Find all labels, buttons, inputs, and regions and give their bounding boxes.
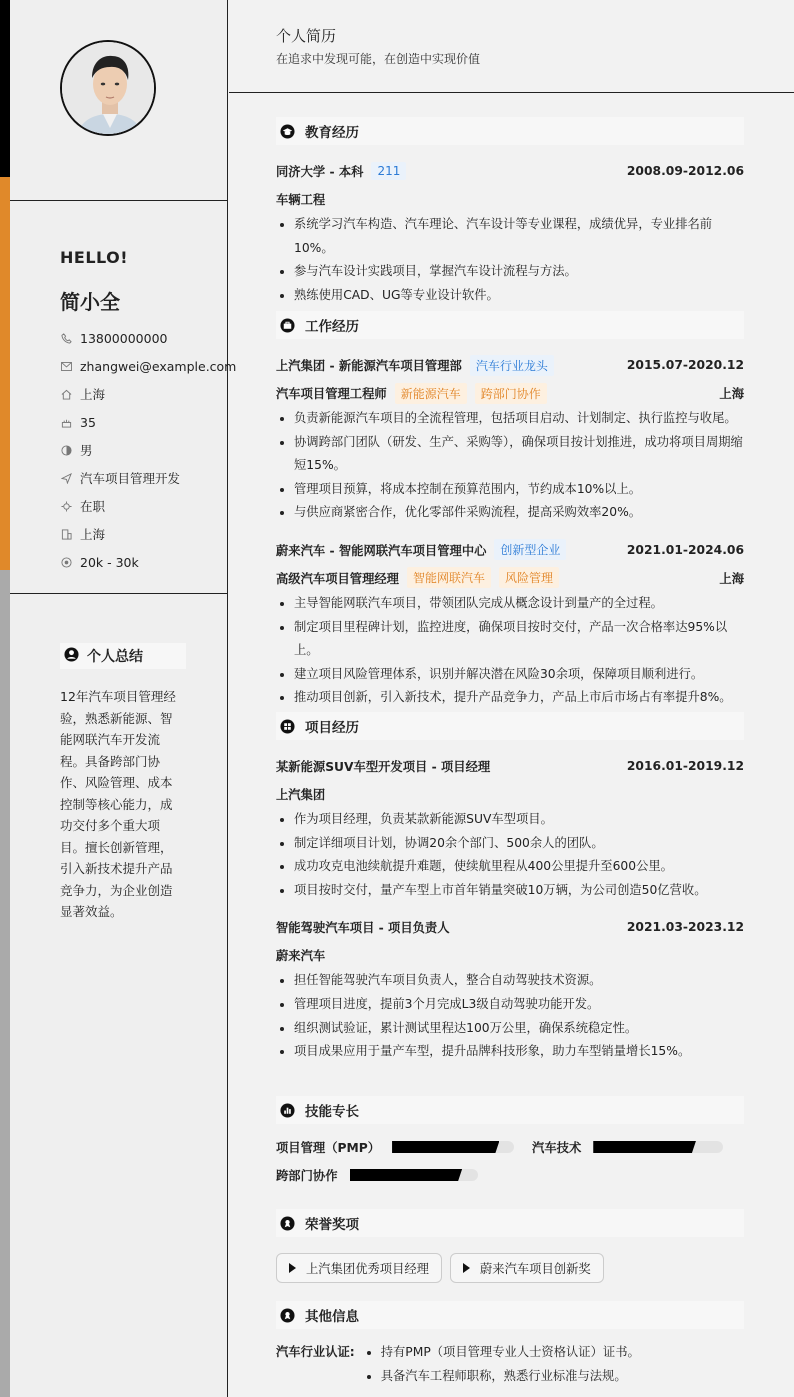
- list-item: 管理项目预算，将成本控制在预算范围内，节约成本10%以上。: [276, 478, 744, 502]
- skill-item: [276, 1138, 514, 1156]
- grid-icon: [280, 719, 295, 734]
- job-duties: [276, 407, 744, 525]
- list-item: 熟练使用CAD、UG等专业设计软件。: [276, 284, 744, 308]
- school-tag: 211: [371, 162, 406, 180]
- project-org-row: [276, 780, 744, 808]
- gender-icon: [60, 444, 72, 456]
- project-org: 蔚来汽车: [276, 949, 326, 964]
- list-item: 项目成果应用于量产车型，提升品牌科技形象，助力车型销量增长15%。: [276, 1040, 744, 1064]
- graduation-cap-icon: [280, 124, 295, 139]
- briefcase-icon: [280, 318, 295, 333]
- play-icon: [289, 1263, 296, 1273]
- project-row: [276, 913, 744, 941]
- list-item: 与供应商紧密合作，优化零部件采购流程，提高采购效率20%。: [276, 501, 744, 525]
- work-heading: [276, 311, 744, 339]
- skills-heading: [276, 1096, 744, 1124]
- project-name: 智能驾驶汽车项目 - 项目负责人: [276, 921, 450, 936]
- contact-info: [60, 324, 236, 576]
- skill-bar: [593, 1141, 723, 1153]
- list-item: 管理项目进度，提前3个月完成L3级自动驾驶功能开发。: [276, 993, 744, 1017]
- person-name: 简小全: [60, 290, 120, 314]
- company-tag: 汽车行业龙头: [470, 355, 554, 376]
- list-item: 成功攻克电池续航提升难题，使续航里程从400公里提升至600公里。: [276, 855, 744, 879]
- education-date: 2008.09-2012.06: [626, 164, 744, 178]
- job-role: 高级汽车项目管理经理: [276, 571, 399, 586]
- list-item: 参与汽车设计实践项目，掌握汽车设计流程与方法。: [276, 260, 744, 284]
- job-city: 上海: [719, 571, 744, 586]
- job-date: 2015.07-2020.12: [626, 358, 744, 372]
- info-email: [60, 352, 236, 380]
- send-icon: [60, 472, 72, 484]
- project-items: [276, 808, 744, 902]
- project-date: 2021.03-2023.12: [626, 920, 744, 935]
- work-title: 工作经历: [305, 319, 359, 335]
- major-row: [276, 185, 744, 213]
- awards-list: [276, 1253, 744, 1283]
- hello-text: HELLO!: [60, 248, 129, 267]
- skill-bar-fill: [593, 1141, 696, 1153]
- job-company-row: [276, 351, 744, 379]
- other-label: 汽车行业认证:: [276, 1345, 355, 1359]
- bar-chart-icon: [280, 1103, 295, 1118]
- skill-name: 跨部门协作: [276, 1169, 338, 1183]
- job-company-row: [276, 536, 744, 564]
- phone-icon: [60, 332, 72, 344]
- skill-bar: [392, 1141, 514, 1153]
- role-tag: 新能源汽车: [395, 383, 467, 404]
- page-subtitle: 在追求中发现可能，在创造中实现价值: [276, 52, 481, 66]
- project-row: [276, 752, 744, 780]
- education-section: [276, 117, 744, 307]
- phone-value: 13800000000: [80, 330, 168, 346]
- education-row: [276, 157, 744, 185]
- work-section: [276, 311, 744, 710]
- info-gender: [60, 436, 236, 464]
- other-title: 其他信息: [305, 1309, 359, 1325]
- sidebar-divider: [10, 200, 228, 201]
- list-item: 协调跨部门团队（研发、生产、采购等），确保项目按计划推进，成功将项目周期缩短15%。: [276, 431, 744, 478]
- skill-bar-fill: [392, 1141, 499, 1153]
- list-item: 制定详细项目计划，协调20余个部门、500余人的团队。: [276, 832, 744, 856]
- home-icon: [60, 388, 72, 400]
- company-name: 蔚来汽车 - 智能网联汽车项目管理中心: [276, 543, 487, 558]
- skill-bar-fill: [350, 1169, 463, 1181]
- skills-title: 技能专长: [305, 1104, 359, 1120]
- intention-value: 汽车项目管理开发: [80, 471, 181, 486]
- color-strip: [0, 0, 10, 1397]
- role-tag: 智能网联汽车: [407, 567, 491, 588]
- projects-title: 项目经历: [305, 720, 359, 736]
- projects-section: [276, 712, 744, 1064]
- play-icon: [463, 1263, 470, 1273]
- skill-item: [276, 1166, 478, 1184]
- other-section: [276, 1301, 744, 1388]
- job-duties: [276, 592, 744, 710]
- award-label: 上汽集团优秀项目经理: [306, 1262, 429, 1276]
- list-item: 作为项目经理，负责某款新能源SUV车型项目。: [276, 808, 744, 832]
- major: 车辆工程: [276, 193, 326, 207]
- role-tag: 风险管理: [499, 567, 559, 588]
- sidebar: [10, 0, 237, 1397]
- list-item: 具备汽车工程师职称，熟悉行业标准与法规。: [363, 1365, 640, 1389]
- strip-gray: [0, 570, 10, 1397]
- list-item: 负责新能源汽车项目的全流程管理，包括项目启动、计划制定、执行监控与收尾。: [276, 407, 744, 431]
- age-value: 35: [80, 414, 96, 430]
- job-role: 汽车项目管理工程师: [276, 387, 387, 401]
- summary-title: 个人总结: [87, 649, 143, 665]
- status-icon: [60, 500, 72, 512]
- list-item: 项目按时交付，量产车型上市首年销量突破10万辆，为公司创造50亿营收。: [276, 879, 744, 903]
- list-item: 持有PMP（项目管理专业人士资格认证）证书。: [363, 1341, 640, 1365]
- skill-bar: [350, 1169, 478, 1181]
- user-circle-icon: [64, 647, 79, 666]
- building-icon: [60, 528, 72, 540]
- company-tag: 创新型企业: [494, 539, 566, 560]
- summary-text: 12年汽车项目管理经验，熟悉新能源、智能网联汽车开发流程。具备跨部门协作、风险管理、成本控制等核心能力，成功交付多个重大项目。擅长创新管理，引入新技术提升产品竞争力，为企业创造显著效益。: [60, 689, 176, 919]
- status-value: 在职: [80, 499, 106, 514]
- header-divider: [229, 92, 794, 93]
- other-content: [276, 1341, 744, 1388]
- city-value: 上海: [80, 527, 106, 542]
- strip-orange: [0, 177, 10, 570]
- award-icon: [280, 1216, 295, 1231]
- info-salary: [60, 548, 236, 576]
- project-org: 上汽集团: [276, 788, 326, 802]
- awards-title: 荣誉奖项: [305, 1217, 359, 1233]
- skills-row: [276, 1164, 744, 1186]
- project-name: 某新能源SUV车型开发项目 - 项目经理: [276, 760, 491, 774]
- avatar: [60, 40, 156, 136]
- job-role-row: [276, 564, 744, 592]
- age-icon: [60, 416, 72, 428]
- summary-heading: [60, 643, 186, 669]
- award-chip: [450, 1253, 604, 1283]
- location-value: 上海: [80, 387, 106, 402]
- gender-value: 男: [80, 443, 93, 458]
- education-title: 教育经历: [305, 125, 359, 141]
- strip-black: [0, 0, 10, 177]
- info-status: [60, 492, 236, 520]
- award-label: 蔚来汽车项目创新奖: [479, 1262, 591, 1276]
- role-tag: 跨部门协作: [475, 383, 547, 404]
- skill-name: 项目管理（PMP）: [276, 1141, 381, 1155]
- salary-value: 20k - 30k: [80, 554, 139, 570]
- list-item: 制定项目里程碑计划，监控进度，确保项目按时交付，产品一次合格率达95%以上。: [276, 616, 744, 663]
- mail-icon: [60, 360, 72, 372]
- job-city: 上海: [719, 387, 744, 401]
- project-items: [276, 969, 744, 1063]
- job-role-row: [276, 379, 744, 407]
- project-date: 2016.01-2019.12: [626, 759, 744, 773]
- list-item: 主导智能网联汽车项目，带领团队完成从概念设计到量产的全过程。: [276, 592, 744, 616]
- info-city: [60, 520, 236, 548]
- money-icon: [60, 556, 72, 568]
- school-name: 同济大学 - 本科: [276, 165, 364, 179]
- info-icon: [280, 1308, 295, 1323]
- list-item: 组织测试验证，累计测试里程达100万公里，确保系统稳定性。: [276, 1017, 744, 1041]
- other-list: [363, 1341, 640, 1388]
- education-heading: [276, 117, 744, 145]
- awards-heading: [276, 1209, 744, 1237]
- skill-name: 汽车技术: [532, 1141, 582, 1155]
- info-phone: [60, 324, 236, 352]
- main-content: [229, 0, 794, 1397]
- awards-section: [276, 1209, 744, 1283]
- list-item: 系统学习汽车构造、汽车理论、汽车设计等专业课程，成绩优异，专业排名前10%。: [276, 213, 744, 260]
- list-item: 建立项目风险管理体系，识别并解决潜在风险30余项，保障项目顺利进行。: [276, 663, 744, 687]
- sidebar-divider: [10, 593, 228, 594]
- email-value: zhangwei@example.com: [80, 358, 237, 374]
- education-list: [276, 213, 744, 307]
- company-name: 上汽集团 - 新能源汽车项目管理部: [276, 359, 462, 373]
- other-heading: [276, 1301, 744, 1329]
- skills-section: [276, 1096, 744, 1186]
- skill-item: [532, 1138, 723, 1156]
- project-org-row: [276, 941, 744, 969]
- job-date: 2021.01-2024.06: [626, 542, 744, 557]
- info-intention: [60, 464, 236, 492]
- award-chip: [276, 1253, 442, 1283]
- page-title: 个人简历: [276, 27, 337, 45]
- list-item: 推动项目创新，引入新技术，提升产品竞争力，产品上市后市场占有率提升8%。: [276, 686, 744, 710]
- info-location: [60, 380, 236, 408]
- info-age: [60, 408, 236, 436]
- projects-heading: [276, 712, 744, 740]
- list-item: 担任智能驾驶汽车项目负责人，整合自动驾驶技术资源。: [276, 969, 744, 993]
- skills-row: [276, 1136, 744, 1158]
